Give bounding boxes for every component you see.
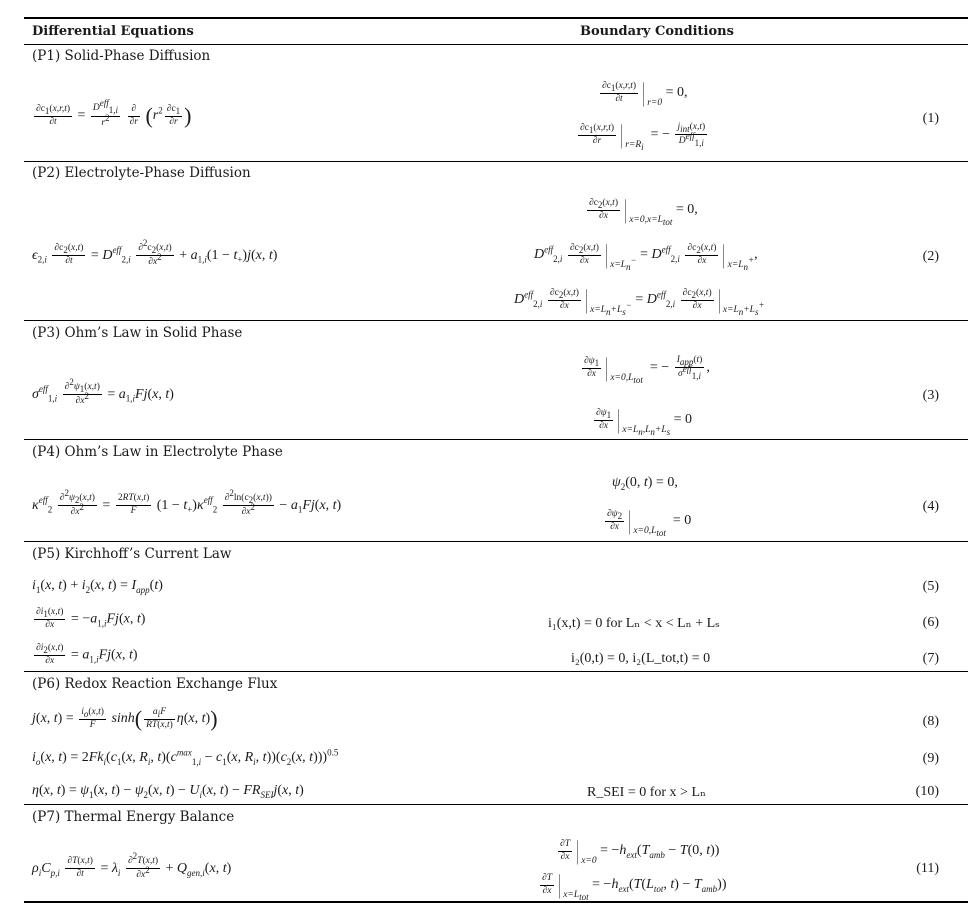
bc-p4-ends: $\frac{\partial\psi_2}{\partial x}$ | $x=0,L_{tot} = 0$ [607, 506, 692, 539]
section-title-p4: (P4) Ohm’s Law in Electrolyte Phase [32, 444, 283, 460]
section-title-p7: (P7) Thermal Energy Balance [32, 809, 235, 825]
header-differential-equations: Differential Equations [32, 24, 194, 39]
section-rule-p6 [24, 671, 968, 672]
equation-number-1: (1) [922, 111, 939, 126]
equation-p2-pde: $\epsilon_{2,i}$ $\frac{\partial c_2(x,t)}{\partial t}$ = $D^{eff}_{2,i}$ $\frac{\partial^2c_2(x,t)}{\partial x^2}$ + $a_{1,i}(1 - t_+)j(x$, t) [32, 238, 278, 268]
equation-5: $i_1(x$, $t) + i_2(x$, $t) = I_{app}(t)$ [32, 578, 163, 595]
equation-number-3: (3) [922, 388, 939, 403]
section-rule-p5 [24, 541, 968, 542]
table-bottom-rule [24, 901, 968, 903]
condition-7: i₂(0,t) = 0, i₂(L_tot,t) = 0 [571, 651, 711, 666]
bc-p3-ends: $\frac{\partial\psi_1}{\partial x}$ | $x=0,L_{tot}$ = − $I_{app}(t)$ $\sigma^{eff}_{1,i}$ , [584, 353, 710, 386]
equation-p3-pde: $\sigma^{eff}_{1,i}$ $\frac{\partial^2\psi_1(x,t)}{\partial x^2}$ = $a_{1,i}Fj(x$, t) [32, 377, 174, 407]
equation-number-7: (7) [922, 651, 939, 666]
equation-number-6: (6) [922, 615, 939, 630]
bc-p7-left: $\frac{\partial T}{\partial x}$ | $x=0 = -h_{ext}(T_{amb} - T(0$, t)) [560, 836, 720, 867]
section-rule-p7 [24, 804, 968, 805]
section-rule-p4 [24, 439, 968, 440]
bc-p2-interface-s: $D^{eff}_{2,i}$ $\frac{\partial c_2(x,t)}{\partial x}$ | $x=L_n+L_s^- = D^{eff}_{2,i}$ $\frac{\partial c_2(x,t)}{\partial x}$ | $x=L_n+L_s^+$ [514, 285, 765, 318]
condition-6: i₁(x,t) = 0 for Lₙ < x < Lₙ + Lₛ [548, 616, 720, 631]
section-title-p6: (P6) Redox Reaction Exchange Flux [32, 676, 278, 692]
equation-6: $\frac{\partial i_1(x,t)}{\partial x}$ = $-a_{1,i}Fj(x$, t) [36, 607, 146, 630]
section-title-p1: (P1) Solid-Phase Diffusion [32, 48, 211, 64]
sinh-fragment: sinh [111, 711, 135, 727]
equation-number-2: (2) [922, 249, 939, 264]
section-title-p5: (P5) Kirchhoff’s Current Law [32, 546, 232, 562]
condition-10: R_SEI = 0 for x > Lₙ [587, 785, 707, 800]
bc-p1-surface: $\frac{\partial c_1(x,r,t)}{\partial r}$ | $r=R_i$ = − $j_{int}(x,t)$ $D^{eff}_{1,i}$ [580, 120, 706, 153]
bc-p2-interface-n: $D^{eff}_{2,i}$ $\frac{\partial c_2(x,t)}{\partial x}$ | $x=L_n^- = D^{eff}_{2,i}$ $\frac{\partial c_2(x,t)}{\partial x}$ | $x=L_n^+$, [534, 240, 758, 273]
equation-p4-pde: $\kappa^{eff}_2$ $\frac{\partial^2\psi_2(x,t)}{\partial x^2}$ = $\frac{2RT(x,t)}{F}$ $(1 - t_+)\kappa^{eff}_2$ $\frac{\partial^2\ln(c_2(x,t))}{\partial x^2}$ − $a_1Fj(x$, t) [32, 488, 342, 518]
ln-fragment: ln [233, 493, 242, 504]
equation-number-11: (11) [916, 861, 939, 876]
section-title-p2: (P2) Electrolyte-Phase Diffusion [32, 165, 251, 181]
equation-7: $\frac{\partial i_2(x,t)}{\partial x}$ = $a_{1,i}Fj(x$, t) [36, 643, 138, 666]
equation-number-10: (10) [915, 784, 939, 799]
header-boundary-conditions: Boundary Conditions [580, 24, 734, 39]
bc-p1-center: $\frac{\partial c_1(x,r,t)}{\partial t}$ | r=0 = 0, [602, 78, 688, 109]
bc-p4-origin: $\psi_2(0$, t) = 0, [612, 475, 678, 492]
equation-p1-pde: $\frac{\partial c_1(x,r,t)}{\partial t}$ = $D^{eff}_{1,i}$ $r^2$ ∂ ∂r ($r^2$ $\frac{\partial c_1}{\partial r}$ ) [36, 98, 192, 128]
equation-p7-pde: $\rho_iC_{p,i}$ $\frac{\partial T(x,t)}{\partial t}$ = $\lambda_i$ $\frac{\partial^2T(x,t)}{\partial x^2}$ + $Q_{gen,i}(x$, t) [32, 851, 232, 881]
section-rule-p3 [24, 320, 968, 321]
bc-p2-ends: $\frac{\partial c_2(x,t)}{\partial x}$ | $x=0,x=L_{tot} = 0$, [589, 195, 698, 228]
equation-8: j(x, t) = $\frac{i_o(x,t)}{F}$ sinh( $a_iF$ RT(x,t) η(x, t)) [32, 706, 218, 731]
header-rule [24, 44, 968, 45]
section-rule-p2 [24, 161, 968, 162]
bc-p3-interfaces: $\frac{\partial\psi_1}{\partial x}$ | $x=L_n,L_n+L_s = 0$ [596, 405, 693, 438]
table-top-rule [24, 17, 968, 19]
equation-number-4: (4) [922, 499, 939, 514]
equation-number-9: (9) [922, 751, 939, 766]
exponent-fragment: 0.5 [327, 747, 339, 758]
section-title-p3: (P3) Ohm’s Law in Solid Phase [32, 325, 243, 341]
equation-number-5: (5) [922, 579, 939, 594]
equation-9: $i_o(x$, $t) = 2Fk_i(c_1(x$, $R_i$, $t)(c^{max}_{1,i} - c_1(x$, $R_i$, $t))(c_2(x$, t)))$^{0.5}$ [32, 747, 339, 767]
equation-number-8: (8) [922, 714, 939, 729]
bc-p7-right: $\frac{\partial T}{\partial x}$ | $x=L_{tot} = -h_{ext}(T(L_{tot}$, $t) - T_{amb}$)) [542, 870, 727, 903]
equation-10: η(x, $t) = \psi_1(x$, $t) - \psi_2(x$, $t) - U_i(x$, $t) - FR_{SEI}j(x$, t) [32, 783, 304, 800]
